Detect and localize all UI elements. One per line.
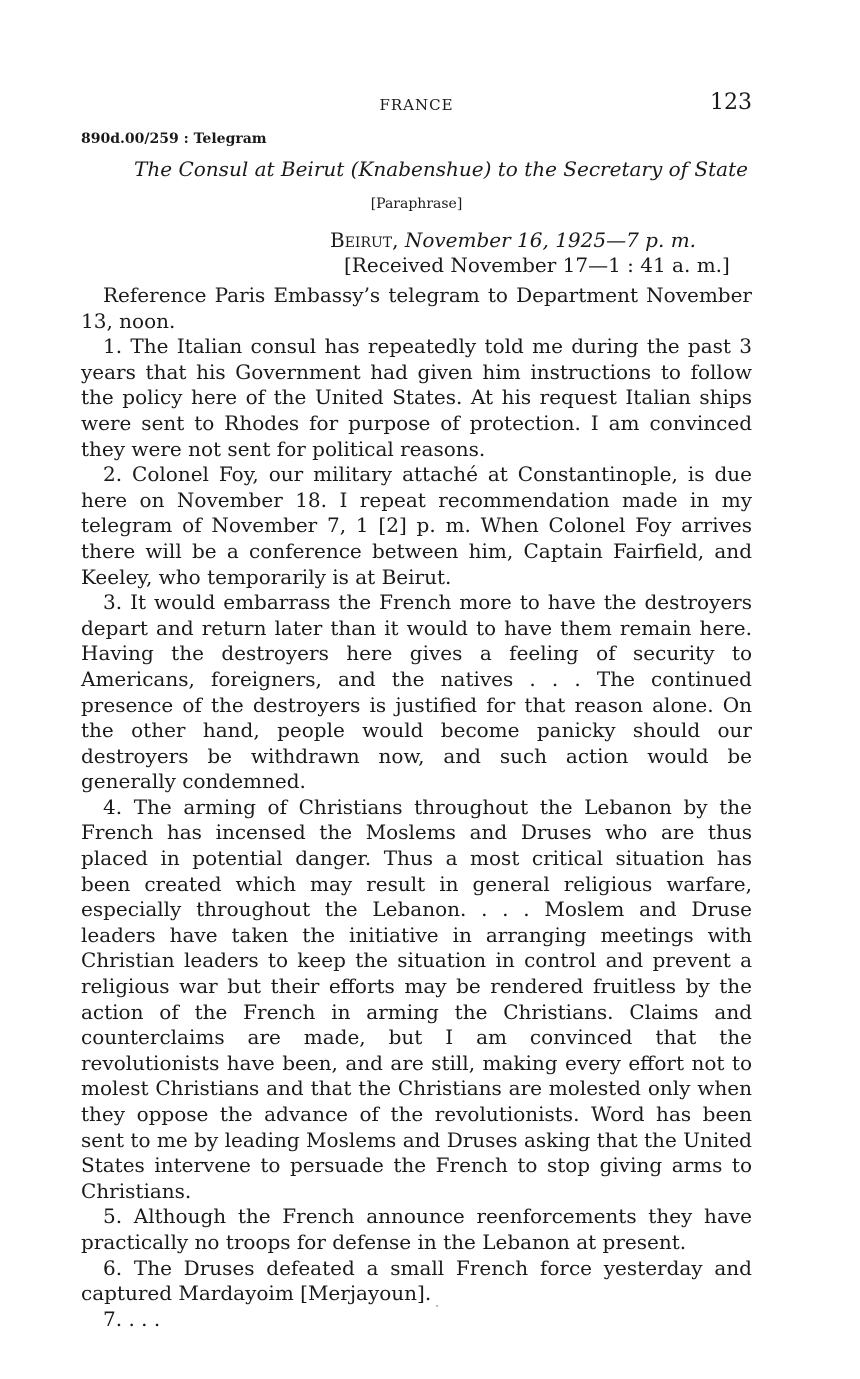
dateline-date: November 16, 1925—7 p. m.	[404, 228, 697, 252]
received-line: [Received November 17—1 : 41 a. m.]	[344, 253, 730, 277]
print-speck	[436, 1305, 438, 1307]
paragraph-reference: Reference Paris Embassy’s telegram to Department November 13, noon.	[81, 283, 752, 333]
page-number: 123	[710, 90, 752, 115]
paragraph-3: 3. It would embarrass the French more to have the destroyers depart and return later than it would to have them remain here. Having the destroyers here gives a feeling of security to Americans, foreigners, and the natives . . . The continued presence of the destroyers is justified for that reason alone. On the other hand, people would become panicky should our destroyers be withdrawn now, and such action would be generally condemned.	[81, 590, 752, 794]
paragraph-1: 1. The Italian consul has repeatedly told me during the past 3 years that his Government had given him instructions to follow the policy here of the United States. At his request Italian ships were sent to Rhodes for purpose of protection. I am convinced they were not sent for political reasons.	[81, 334, 752, 461]
paragraph-7: 7. . . .	[103, 1306, 161, 1331]
paragraph-2: 2. Colonel Foy, our military attaché at Constantinople, is due here on November 18. I repeat recommendation made in my telegram of November 7, 1 [2] p. m. When Colonel Foy arrives there will be a conference between him, Captain Fairfield, and Keeley, who temporarily is at Beirut.	[81, 462, 752, 589]
dateline-place: Beirut,	[330, 228, 399, 252]
paraphrase-note: [Paraphrase]	[370, 196, 463, 212]
telegram-body	[81, 283, 752, 1332]
paragraph-6: 6. The Druses defeated a small French force yesterday and captured Mardayoim [Merjayoun].	[81, 1255, 752, 1306]
document-title: The Consul at Beirut (Knabenshue) to the Secretary of State	[134, 157, 748, 181]
running-header	[81, 92, 752, 118]
dateline	[330, 228, 696, 252]
paragraph-4: 4. The arming of Christians throughout the Lebanon by the French has incensed the Moslems and Druses who are thus placed in potential danger. Thus a most critical situation has been created which may result in general religious warfare, especially throughout the Lebanon. . . . Moslem and Druse leaders have taken the initiative in arranging meetings with Christian leaders to keep the situation in control and prevent a religious war but their efforts may be rendered fruitless by the action of the French in arming the Christians. Claims and counterclaims are made, but I am convinced that the revolutionists have been, and are still, making every effort not to molest Christians and that the Christians are molested only when they oppose the advance of the revolutionists. Word has been sent to me by leading Moslems and Druses asking that the United States intervene to persuade the French to stop giving arms to Christians.	[81, 794, 752, 1203]
running-title: FRANCE	[379, 96, 454, 114]
paragraph-5: 5. Although the French announce reenforcements they have practically no troops for defense in the Lebanon at present.	[81, 1204, 752, 1254]
file-number: 890d.00/259 : Telegram	[81, 131, 267, 147]
